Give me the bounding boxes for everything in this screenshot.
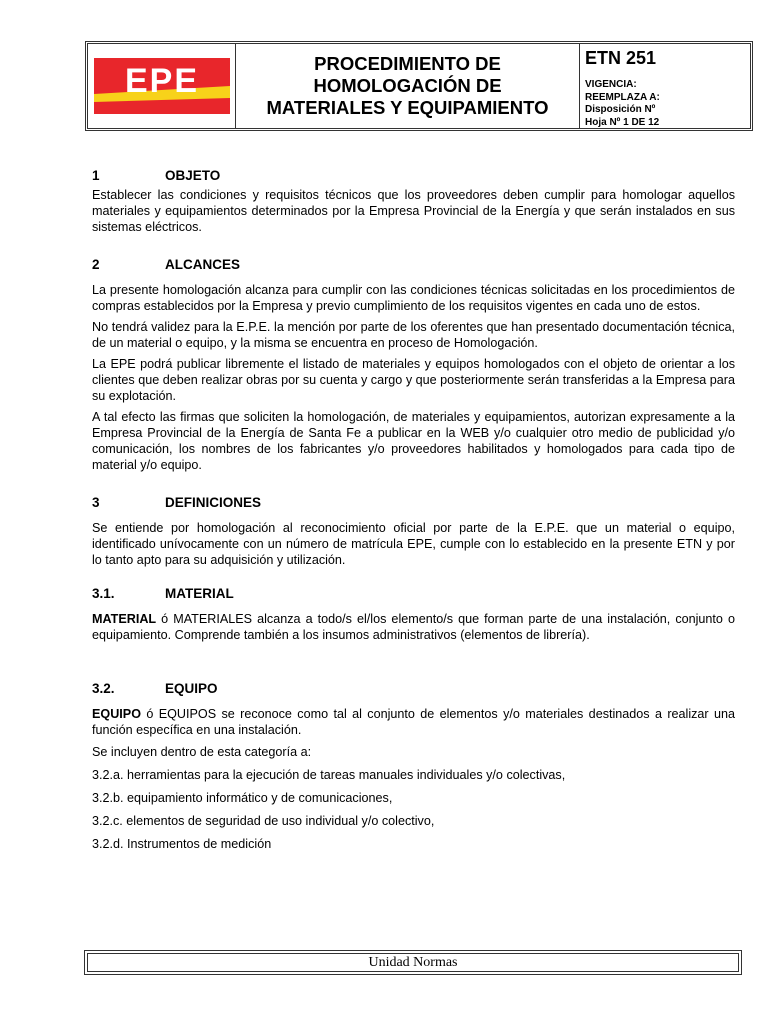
paragraph: Se incluyen dentro de esta categoría a: (92, 745, 312, 759)
list-item: 3.2.c. elementos de seguridad de uso individual y/o colectivo, (92, 814, 435, 828)
title-line-1: PROCEDIMIENTO DE (314, 53, 501, 74)
paragraph: No tendrá validez para la E.P.E. la mención por parte de los oferentes que han presentado documentación técnica, de un material o equipo, y la misma se encuentra en proceso de Homologación. (92, 320, 735, 350)
info-cell (580, 44, 750, 128)
subsection-heading (92, 586, 735, 601)
paragraph: La EPE podrá publicar libremente el listado de materiales y equipos homologados con el objeto de orientar a los clientes que deben realizar obras por su cuenta y cargo y que posteriormente serán transferidas a la Empresa para su explotación. (92, 357, 735, 403)
title-line-2: HOMOLOGACIÓN DE (313, 75, 502, 96)
subsection-heading (92, 681, 735, 696)
vigencia-label: VIGENCIA: (585, 79, 637, 90)
footer-text: Unidad Normas (368, 954, 458, 970)
disposicion-label: Disposición Nº (585, 104, 656, 115)
paragraph-text: ó EQUIPOS se reconoce como tal al conjunto de elementos y/o materiales destinados a realizar una función específica en una instalación. (92, 707, 735, 737)
page-number: Hoja Nº 1 DE 12 (585, 116, 660, 128)
paragraph: A tal efecto las firmas que soliciten la homologación, de materiales y equipamientos, autorizan expresamente a la Empresa Provincial de la Energía de Santa Fe a publicar en la WEB y/o cualquier otro medio de publicidad y/o comunicación, los nombres de los fabricantes y/o proveedores habilitados y homologados para cada tipo de material y/o equipo. (92, 410, 735, 472)
subsection-title: EQUIPO (165, 681, 218, 696)
title-line-3: MATERIALES Y EQUIPAMIENTO (266, 97, 549, 118)
list-item: 3.2.d. Instrumentos de medición (92, 837, 272, 851)
section-heading (92, 257, 735, 272)
list-item: 3.2.b. equipamiento informático y de comunicaciones, (92, 791, 393, 805)
paragraph: Se entiende por homologación al reconocimiento oficial por parte de la E.P.E. que un material o equipo, identificado unívocamente con un número de matrícula EPE, cumple con lo establecido en la presente ETN y por lo tanto apto para su adquisición y utilización. (92, 521, 735, 567)
logo-cell (88, 44, 236, 128)
subsection-title: MATERIAL (165, 586, 234, 601)
epe-logo (94, 58, 230, 114)
paragraph (92, 611, 735, 643)
section-number: 2 (92, 257, 100, 272)
list-item: 3.2.a. herramientas para la ejecución de tareas manuales individuales y/o colectivas, (92, 768, 566, 782)
document-title (267, 53, 549, 119)
paragraph-text: ó MATERIALES alcanza a todo/s el/los elemento/s que forman parte de una instalación, conjunto o equipamiento. Comprende también a los insumos administrativos (elementos de librería). (92, 612, 735, 642)
section-number: 3 (92, 495, 100, 510)
term-lead: MATERIAL (92, 612, 157, 626)
section-title: ALCANCES (165, 257, 241, 272)
section-title: OBJETO (165, 168, 221, 183)
paragraph (92, 706, 735, 738)
subsection-number: 3.1. (92, 586, 115, 601)
term-lead: EQUIPO (92, 707, 141, 721)
title-cell (236, 44, 580, 128)
subsection-number: 3.2. (92, 681, 115, 696)
section-number: 1 (92, 168, 100, 183)
reemplaza-label: REEMPLAZA A: (585, 91, 660, 103)
page-footer (84, 950, 742, 975)
paragraph: La presente homologación alcanza para cumplir con las condiciones técnicas solicitadas en los procedimientos de compras establecidos por la Empresa y previo cumplimiento de los requisitos vigentes en cada uno de estos. (92, 283, 735, 313)
document-header (85, 41, 753, 131)
document-code: ETN 251 (585, 48, 657, 68)
svg-text:EPE: EPE (124, 62, 199, 100)
document-body (92, 168, 735, 852)
section-heading (92, 168, 735, 183)
section-heading (92, 495, 735, 510)
paragraph: Establecer las condiciones y requisitos técnicos que los proveedores deben cumplir para homologar aquellos materiales y equipamientos determinados por la Empresa Provincial de la Energía y que serán instalados en sus sistemas eléctricos. (92, 188, 735, 234)
section-title: DEFINICIONES (165, 495, 262, 510)
